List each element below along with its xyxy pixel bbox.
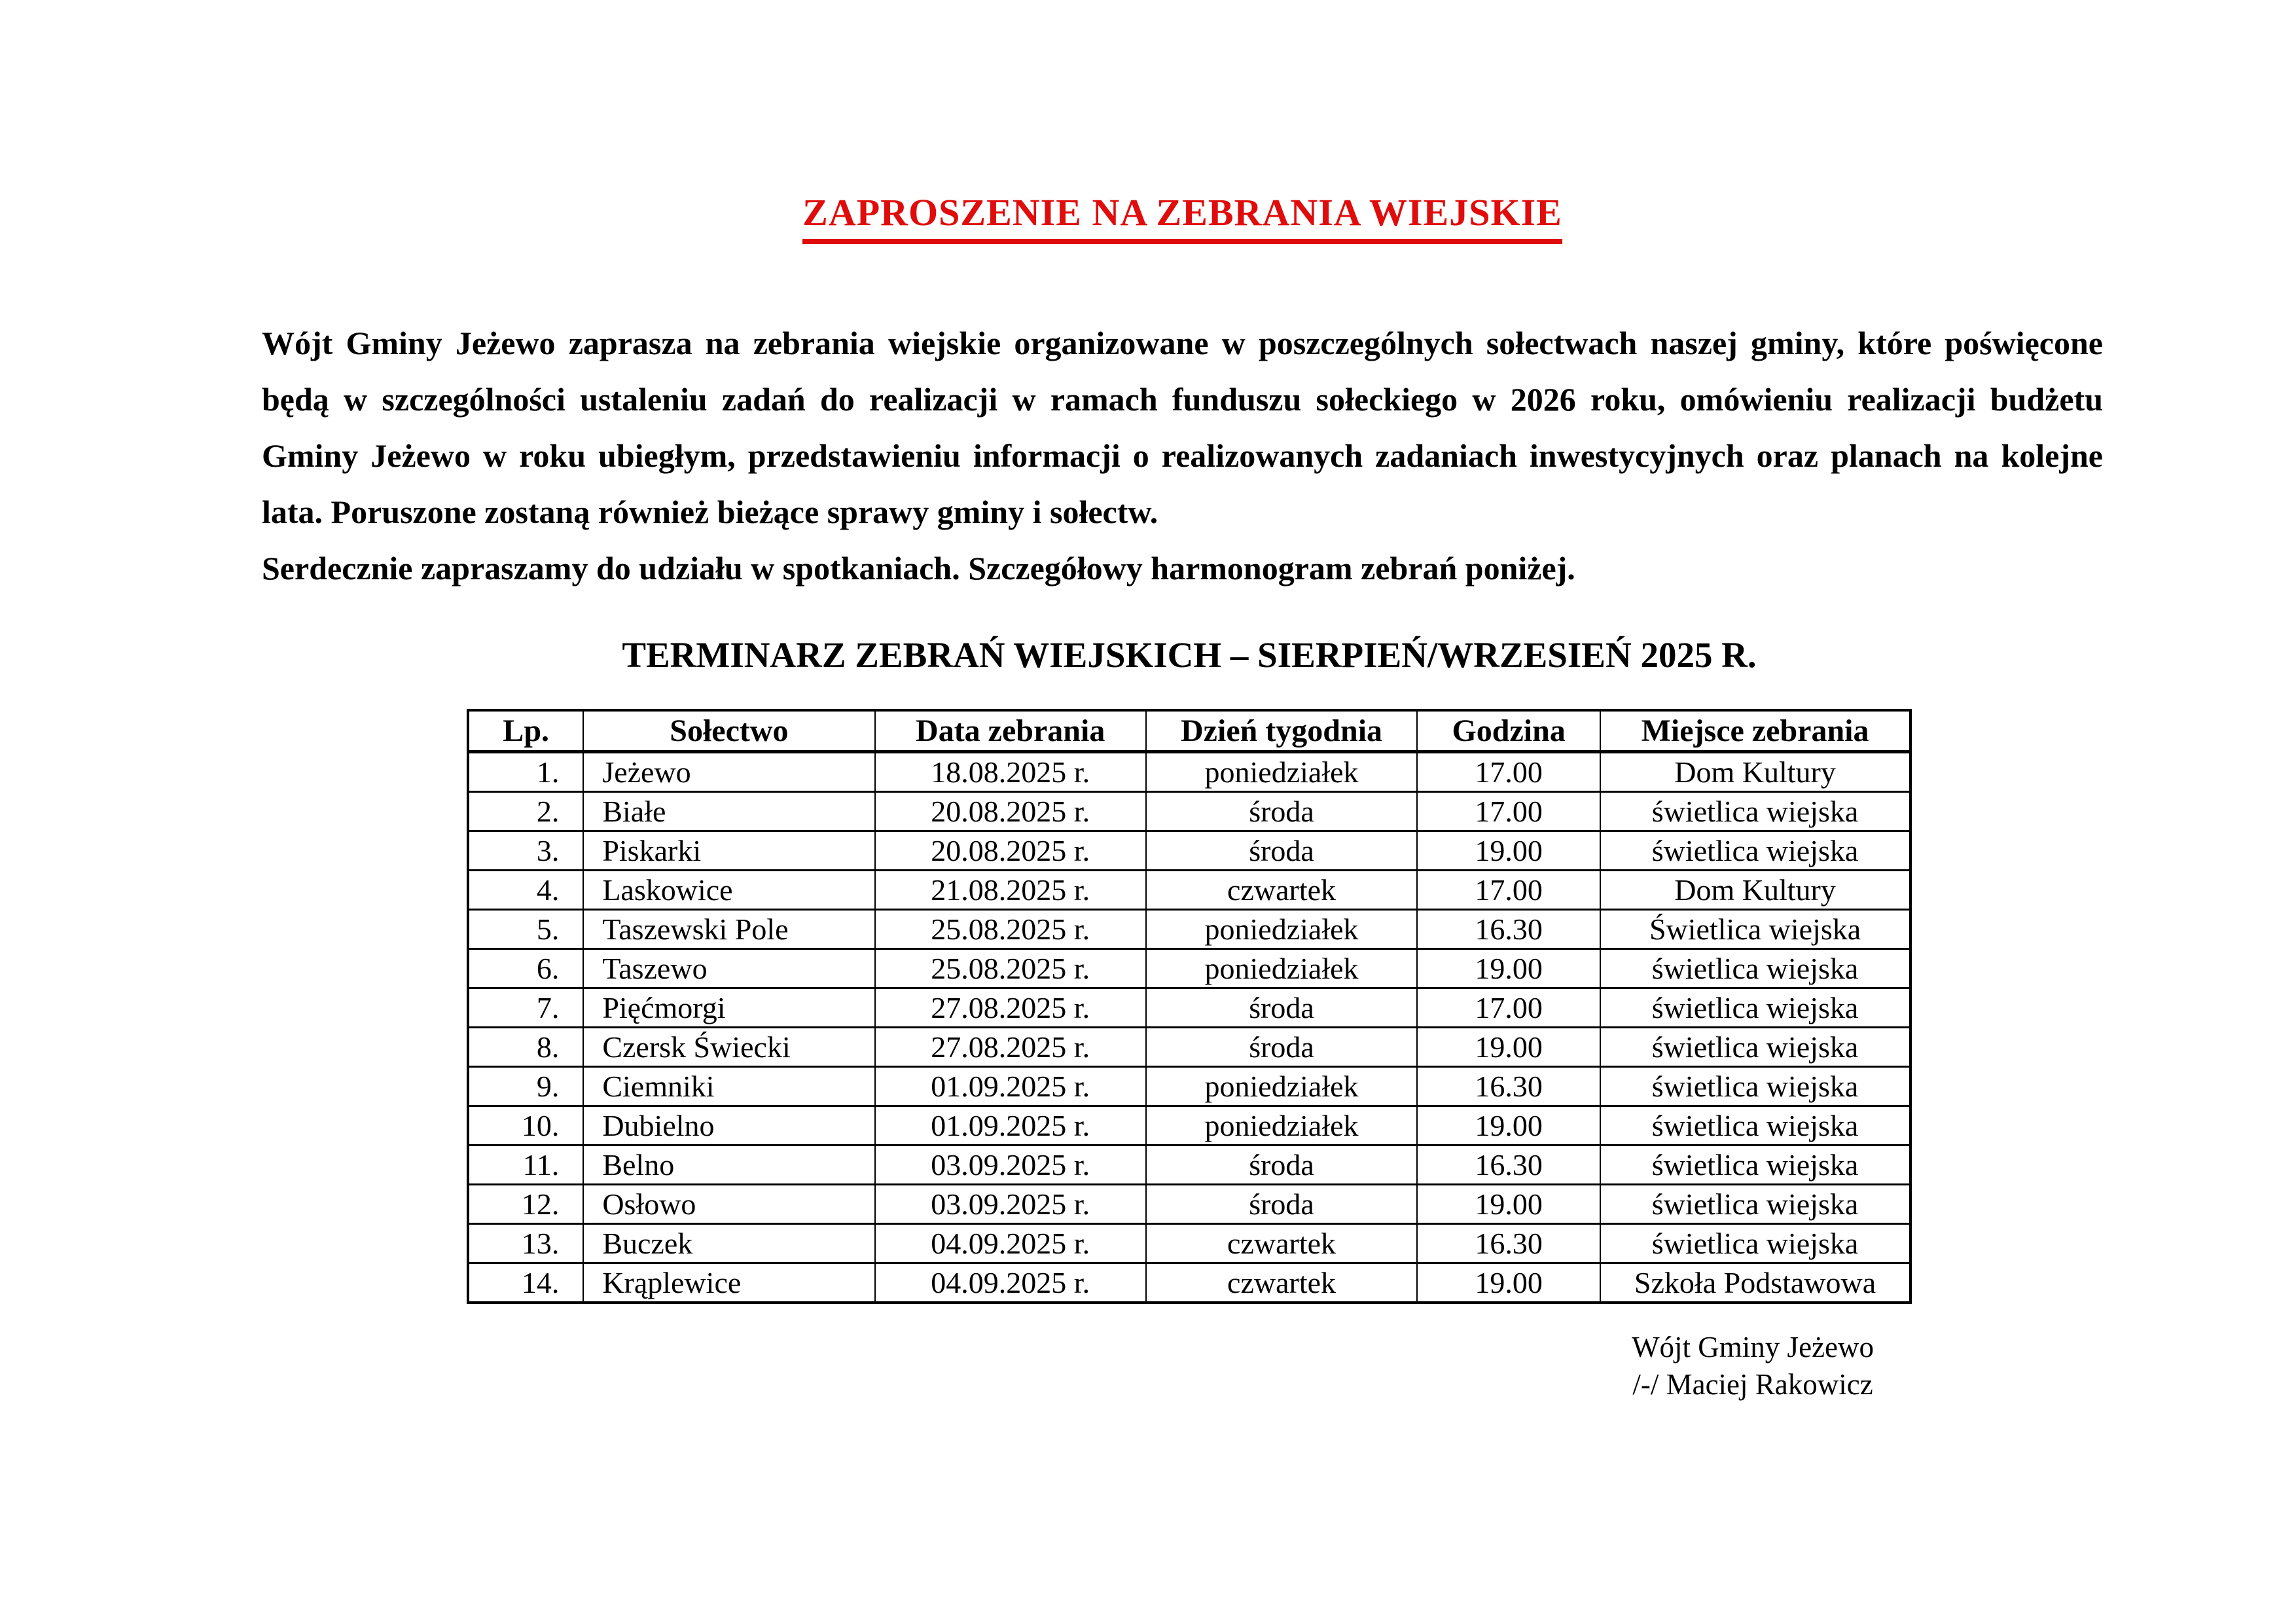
table-cell: Laskowice bbox=[583, 871, 874, 910]
table-cell: świetlica wiejska bbox=[1600, 831, 1910, 871]
table-row bbox=[468, 1263, 1910, 1303]
table-cell: 16.30 bbox=[1417, 910, 1600, 949]
table-cell: 13. bbox=[468, 1224, 583, 1263]
table-cell: 19.00 bbox=[1417, 1185, 1600, 1224]
table-cell: 6. bbox=[468, 949, 583, 988]
table-cell: 19.00 bbox=[1417, 1106, 1600, 1146]
intro-paragraph bbox=[262, 315, 2103, 596]
table-row bbox=[468, 752, 1910, 792]
document-title bbox=[262, 191, 2103, 244]
table-cell: 4. bbox=[468, 871, 583, 910]
table-cell: 16.30 bbox=[1417, 1067, 1600, 1106]
intro-line-1: Wójt Gminy Jeżewo zaprasza na zebrania wiejskie organizowane w poszczególnych sołectwach naszej gminy, które poświęcone bbox=[262, 324, 2103, 361]
table-cell: 17.00 bbox=[1417, 988, 1600, 1028]
table-cell: Osłowo bbox=[583, 1185, 874, 1224]
table-cell: Szkoła Podstawowa bbox=[1600, 1263, 1910, 1303]
table-cell: Belno bbox=[583, 1146, 874, 1185]
table-cell: Ciemniki bbox=[583, 1067, 874, 1106]
table-cell: świetlica wiejska bbox=[1600, 1028, 1910, 1067]
header-lp: Lp. bbox=[468, 710, 583, 752]
table-cell: świetlica wiejska bbox=[1600, 988, 1910, 1028]
table-cell: 16.30 bbox=[1417, 1224, 1600, 1263]
intro-line-5: Serdecznie zapraszamy do udziału w spotkaniach. Szczegółowy harmonogram zebrań poniżej. bbox=[262, 549, 1575, 586]
table-cell: 7. bbox=[468, 988, 583, 1028]
header-data-zebrania: Data zebrania bbox=[875, 710, 1146, 752]
table-cell: 01.09.2025 r. bbox=[875, 1067, 1146, 1106]
table-row bbox=[468, 871, 1910, 910]
table-cell: środa bbox=[1146, 1185, 1417, 1224]
intro-line-2: będą w szczególności ustaleniu zadań do realizacji w ramach funduszu sołeckiego w 2026 roku, omówieniu realizacji budżetu bbox=[262, 380, 2103, 418]
table-cell: 03.09.2025 r. bbox=[875, 1146, 1146, 1185]
table-cell: czwartek bbox=[1146, 1263, 1417, 1303]
table-cell: Krąplewice bbox=[583, 1263, 874, 1303]
table-cell: 27.08.2025 r. bbox=[875, 1028, 1146, 1067]
signature-name: /-/ Maciej Rakowicz bbox=[1632, 1368, 1873, 1401]
table-cell: świetlica wiejska bbox=[1600, 1067, 1910, 1106]
table-cell: 20.08.2025 r. bbox=[875, 792, 1146, 831]
table-cell: Dom Kultury bbox=[1600, 752, 1910, 792]
signature-block bbox=[1632, 1329, 1874, 1403]
table-cell: 03.09.2025 r. bbox=[875, 1185, 1146, 1224]
table-cell: 17.00 bbox=[1417, 752, 1600, 792]
meeting-schedule-table bbox=[467, 709, 1912, 1304]
table-cell: 19.00 bbox=[1417, 1263, 1600, 1303]
table-cell: Dom Kultury bbox=[1600, 871, 1910, 910]
table-cell: Pięćmorgi bbox=[583, 988, 874, 1028]
header-solectwo: Sołectwo bbox=[583, 710, 874, 752]
table-cell: Białe bbox=[583, 792, 874, 831]
intro-line-3: Gminy Jeżewo w roku ubiegłym, przedstawieniu informacji o realizowanych zadaniach inwestycyjnych oraz planach na kolejne bbox=[262, 437, 2103, 474]
table-cell: Czersk Świecki bbox=[583, 1028, 874, 1067]
table-cell: Dubielno bbox=[583, 1106, 874, 1146]
table-cell: czwartek bbox=[1146, 1224, 1417, 1263]
table-row bbox=[468, 1067, 1910, 1106]
table-row bbox=[468, 831, 1910, 871]
table-row bbox=[468, 949, 1910, 988]
intro-line-4: lata. Poruszone zostaną również bieżące sprawy gminy i sołectw. bbox=[262, 493, 1158, 530]
table-cell: 14. bbox=[468, 1263, 583, 1303]
table-cell: 10. bbox=[468, 1106, 583, 1146]
table-cell: 21.08.2025 r. bbox=[875, 871, 1146, 910]
table-cell: 25.08.2025 r. bbox=[875, 910, 1146, 949]
table-cell: 27.08.2025 r. bbox=[875, 988, 1146, 1028]
table-row bbox=[468, 988, 1910, 1028]
table-row bbox=[468, 1185, 1910, 1224]
table-cell: środa bbox=[1146, 831, 1417, 871]
signature-role: Wójt Gminy Jeżewo bbox=[1632, 1331, 1874, 1364]
table-row bbox=[468, 1028, 1910, 1067]
table-cell: poniedziałek bbox=[1146, 1106, 1417, 1146]
table-cell: świetlica wiejska bbox=[1600, 1185, 1910, 1224]
table-cell: środa bbox=[1146, 792, 1417, 831]
table-cell: 01.09.2025 r. bbox=[875, 1106, 1146, 1146]
table-cell: świetlica wiejska bbox=[1600, 1106, 1910, 1146]
table-cell: 18.08.2025 r. bbox=[875, 752, 1146, 792]
table-cell: czwartek bbox=[1146, 871, 1417, 910]
table-cell: świetlica wiejska bbox=[1600, 792, 1910, 831]
table-cell: 9. bbox=[468, 1067, 583, 1106]
table-cell: 25.08.2025 r. bbox=[875, 949, 1146, 988]
table-cell: 12. bbox=[468, 1185, 583, 1224]
table-cell: poniedziałek bbox=[1146, 1067, 1417, 1106]
table-cell: 2. bbox=[468, 792, 583, 831]
table-cell: poniedziałek bbox=[1146, 910, 1417, 949]
table-cell: Jeżewo bbox=[583, 752, 874, 792]
table-cell: świetlica wiejska bbox=[1600, 1146, 1910, 1185]
table-cell: Taszewo bbox=[583, 949, 874, 988]
table-cell: Świetlica wiejska bbox=[1600, 910, 1910, 949]
table-row bbox=[468, 792, 1910, 831]
table-cell: Buczek bbox=[583, 1224, 874, 1263]
table-cell: poniedziałek bbox=[1146, 752, 1417, 792]
table-cell: 19.00 bbox=[1417, 949, 1600, 988]
table-cell: 19.00 bbox=[1417, 831, 1600, 871]
meeting-table-body bbox=[468, 752, 1910, 1303]
table-cell: poniedziałek bbox=[1146, 949, 1417, 988]
table-cell: 1. bbox=[468, 752, 583, 792]
table-cell: środa bbox=[1146, 1146, 1417, 1185]
table-cell: 04.09.2025 r. bbox=[875, 1263, 1146, 1303]
table-cell: 04.09.2025 r. bbox=[875, 1224, 1146, 1263]
table-cell: 19.00 bbox=[1417, 1028, 1600, 1067]
schedule-section bbox=[467, 636, 1912, 1305]
table-row bbox=[468, 1146, 1910, 1185]
header-dzien-tygodnia: Dzień tygodnia bbox=[1146, 710, 1417, 752]
table-cell: 17.00 bbox=[1417, 792, 1600, 831]
table-cell: środa bbox=[1146, 988, 1417, 1028]
table-cell: świetlica wiejska bbox=[1600, 1224, 1910, 1263]
table-row bbox=[468, 1224, 1910, 1263]
table-cell: Taszewski Pole bbox=[583, 910, 874, 949]
table-cell: 3. bbox=[468, 831, 583, 871]
header-miejsce-zebrania: Miejsce zebrania bbox=[1600, 710, 1910, 752]
table-cell: Piskarki bbox=[583, 831, 874, 871]
table-cell: 8. bbox=[468, 1028, 583, 1067]
table-header-row bbox=[468, 710, 1910, 752]
table-cell: 20.08.2025 r. bbox=[875, 831, 1146, 871]
table-row bbox=[468, 910, 1910, 949]
table-cell: 5. bbox=[468, 910, 583, 949]
table-cell: 16.30 bbox=[1417, 1146, 1600, 1185]
table-cell: 11. bbox=[468, 1146, 583, 1185]
schedule-title: TERMINARZ ZEBRAŃ WIEJSKICH – SIERPIEŃ/WRZESIEŃ 2025 R. bbox=[622, 634, 1757, 675]
header-godzina: Godzina bbox=[1417, 710, 1600, 752]
table-row bbox=[468, 1106, 1910, 1146]
table-cell: 17.00 bbox=[1417, 871, 1600, 910]
document-title-text: ZAPROSZENIE NA ZEBRANIA WIEJSKIE bbox=[802, 191, 1562, 244]
table-cell: środa bbox=[1146, 1028, 1417, 1067]
table-cell: świetlica wiejska bbox=[1600, 949, 1910, 988]
